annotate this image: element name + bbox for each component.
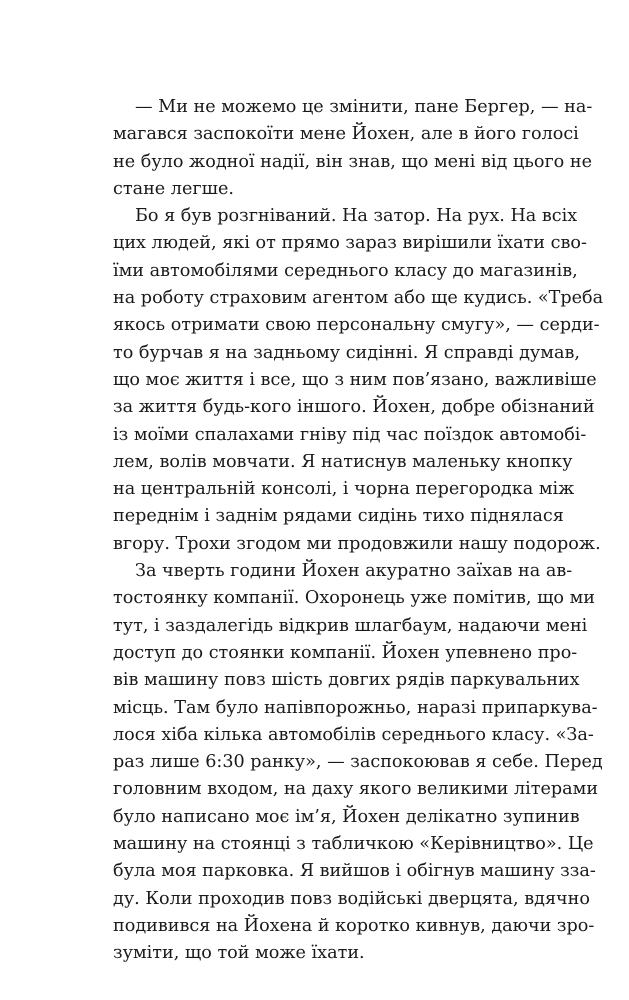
text-line: доступ до стоянки компанії. Йохен упевнено про- bbox=[113, 642, 578, 663]
text-line: зуміти, що той може їхати. bbox=[113, 943, 365, 964]
text-line: місць. Там було напівпорожньо, наразі припаркува- bbox=[113, 697, 598, 718]
text-line: була моя парковка. Я вийшов і обігнув машину зза- bbox=[113, 861, 596, 882]
text-line: із моїми спалахами гніву під час поїздок автомобі- bbox=[113, 424, 587, 445]
text-line: — Ми не можемо це змінити, пане Бергер, — на- bbox=[135, 97, 593, 117]
text-line: тут, і заздалегідь відкрив шлагбаум, надаючи мені bbox=[113, 615, 588, 636]
text-line: їми автомобілями середнього класу до магазинів, bbox=[113, 260, 578, 281]
text-line: тостоянку компанії. Охоронець уже помітив, що ми bbox=[113, 588, 596, 609]
paragraph-3 bbox=[113, 558, 603, 967]
text-line: вгору. Трохи згодом ми продовжили нашу подорож. bbox=[113, 533, 601, 554]
text-line: головним входом, на даху якого великими літерами bbox=[113, 779, 599, 800]
text-line: що моє життя і все, що з ним пов’язано, важливіше bbox=[113, 369, 597, 390]
paragraph-2 bbox=[113, 203, 604, 558]
paragraph-1 bbox=[113, 94, 593, 203]
text-line: магався заспокоїти мене Йохен, але в його голосі bbox=[113, 124, 579, 145]
text-line: стане легше. bbox=[113, 178, 234, 199]
text-line: не було жодної надії, він знав, що мені від цього не bbox=[113, 151, 592, 172]
text-line: було написано моє ім’я, Йохен делікатно зупинив bbox=[113, 806, 580, 827]
text-line: за життя будь-кого іншого. Йохен, добре обізнаний bbox=[113, 397, 595, 418]
text-line: вів машину повз шість довгих рядів паркувальних bbox=[113, 670, 580, 691]
text-line: ду. Коли проходив повз водійські дверцята, вдячно bbox=[113, 888, 590, 909]
body-text bbox=[113, 94, 604, 968]
text-line: раз лише 6:30 ранку», — заспокоював я себе. Перед bbox=[113, 752, 603, 773]
text-line: якось отримати свою персональну смугу», — серди- bbox=[113, 315, 600, 336]
text-line: подивився на Йохена й коротко кивнув, даючи зро- bbox=[113, 915, 595, 936]
text-line: Бо я був розгніваний. На затор. На рух. На всіх bbox=[135, 206, 578, 227]
text-line: на центральній консолі, і чорна перегородка між bbox=[113, 479, 575, 500]
text-line: на роботу страховим агентом або ще кудись. «Треба bbox=[113, 288, 604, 309]
text-line: лем, волів мовчати. Я натиснув маленьку кнопку bbox=[113, 451, 573, 472]
text-line: За чверть години Йохен акуратно заїхав на ав- bbox=[135, 561, 573, 582]
text-line: переднім і заднім рядами сидінь тихо піднялася bbox=[113, 506, 564, 527]
text-line: машину на стоянці з табличкою «Керівництво». Це bbox=[113, 834, 594, 855]
text-line: цих людей, які от прямо зараз вирішили їхати сво- bbox=[113, 233, 587, 254]
text-line: то бурчав я на задньому сидінні. Я справді думав, bbox=[113, 342, 580, 363]
text-line: лося хіба кілька автомобілів середнього класу. «За- bbox=[113, 724, 594, 745]
